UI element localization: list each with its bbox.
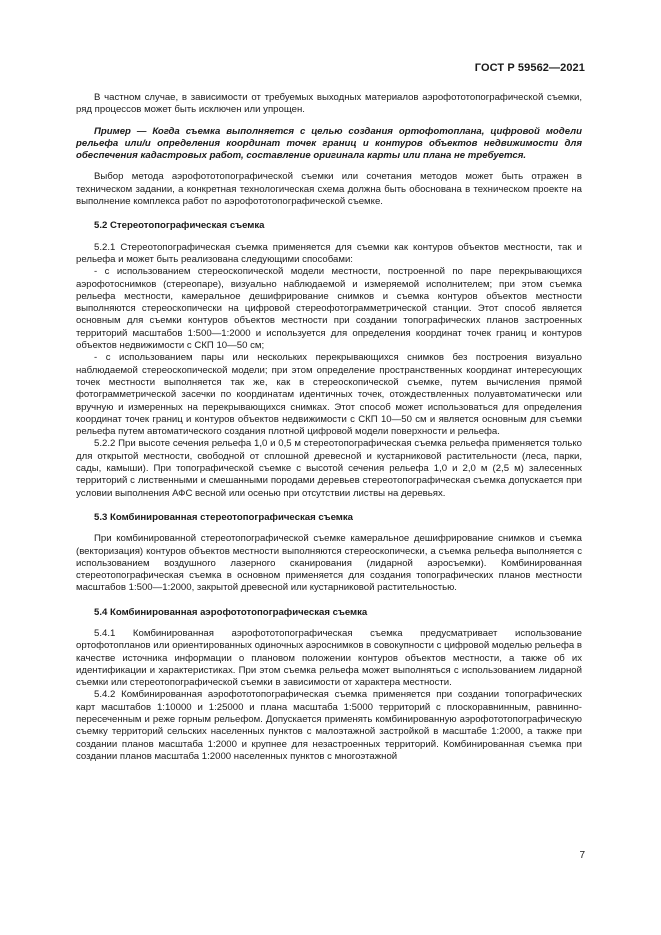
list-item: - с использованием пары или нескольких перекрывающихся снимков без построения визуально наблюдаемой стереоскопической модели; при этом определение пространственных координат интересующих точек местности выполняется так же, как в стереоскопической съемке, путем вычисления прямой фотограмметрической засечки по координатам идентичных точек, отождествленных полуавтоматически или вручную и измеренных на перекрывающихся снимках. Этот способ может использоваться для определения координат точек границ и контуров объектов недвижимости с СКП 10—50 см и является основным для съемки рельефа путем автоматического создания плотной цифровой модели поверхности и рельефа. — [76, 352, 582, 438]
list-item: - с использованием стереоскопической модели местности, построенной по паре перекрывающихся аэрофотоснимков (стереопаре), визуально наблюдаемой и измеряемой исполнителем; при этом съемка рельефа местности, камеральное дешифрирование снимков и съемка контуров объектов местности выполняются стереоскопически на цифровой стереофотограмметрической станции. Этот способ является основным для съемки контуров объектов местности при создании топографических планов застроенных территорий масштабов 1:500—1:2000 и используется для определения координат точек границ и контуров объектов недвижимости с СКП 10—50 см; — [76, 266, 582, 352]
paragraph: В частном случае, в зависимости от требуемых выходных материалов аэрофототопографической съемки, ряд процессов может быть исключен или упрощен. — [76, 92, 582, 116]
example-text: Когда съемка выполняется с целью создания ортофотоплана, цифровой модели рельефа или/и определения координат точек границ и контуров объектов недвижимости для обеспечения кадастровых работ, составление оригинала карты или плана не требуется. — [76, 125, 582, 162]
section-heading-5-4: 5.4 Комбинированная аэрофототопографическая съемка — [94, 606, 368, 618]
paragraph: Выбор метода аэрофототопографической съемки или сочетания методов может быть отражен в техническом задании, а конкретная технологическая схема должна быть обоснована в техническом проекте на выполнение комплекса работ по аэрофототопографической съемке. — [76, 171, 582, 208]
example-note — [76, 126, 582, 163]
paragraph-5-3: При комбинированной стереотопографической съемке камеральное дешифрирование снимков и съемка (векторизация) контуров объектов местности выполняются стереоскопически, а съемка рельефа выполняется с использованием воздушного лазерного сканирования (лидарной аэросъемки). Комбинированная стереотопографическая съемка в основном применяется для создания топографических планов местности масштабов 1:500—1:2000, закрытой древесной или кустарниковой растительностью. — [76, 533, 582, 594]
standard-header: ГОСТ Р 59562—2021 — [474, 62, 585, 74]
section-heading-5-3: 5.3 Комбинированная стереотопографическая съемка — [94, 511, 354, 523]
paragraph-5-4-1: 5.4.1 Комбинированная аэрофототопографическая съемка предусматривает использование ортофотопланов или ориентированных одиночных аэроснимков в совокупности с цифровой моделью рельефа в качестве источника информации о плановом положении контуров объектов местности, а также об их идентификации и характеристиках. При этом съемка рельефа может выполняться с использованием лидарной съемки или стереотопографической съемки в зависимости от характера местности. — [76, 627, 582, 689]
page-number: 7 — [579, 850, 585, 861]
page-body — [76, 92, 582, 763]
example-label: Пример — — [94, 125, 147, 137]
paragraph-5-4-2: 5.4.2 Комбинированная аэрофототопографическая съемка применяется при создании топографических карт масштабов 1:10000 и 1:25000 и плана масштаба 1:5000 территорий с плоскоравнинным, равнинно-пересеченным и реже горным рельефом. Допускается применять комбинированную аэрофототопографическую съемку территорий сельских населенных пунктов с малоэтажной застройкой в масштабе 1:2000, а также при создании планов масштаба 1:2000 и крупнее для незастроенных территорий. Комбинированная съемка при создании планов масштаба 1:2000 населенных пунктов с многоэтажной — [76, 689, 582, 762]
paragraph-5-2-1: 5.2.1 Стереотопографическая съемка применяется для съемки как контуров объектов местности, так и рельефа и может быть реализована следующими способами: — [76, 241, 582, 265]
section-heading-5-2: 5.2 Стереотопографическая съемка — [94, 220, 265, 232]
paragraph-5-2-2: 5.2.2 При высоте сечения рельефа 1,0 и 0,5 м стереотопографическая съемка рельефа применяется только для открытой местности, свободной от сплошной древесной и кустарниковой растительности (леса, парки, сады, камыши). При топографической съемке с высотой сечения рельефа 1,0 и 2,0 м (2,5 м) залесенных территорий с лиственными и смешанными породами деревьев стереотопографическая съемка допускается при условии выполнения АФС весной или осенью при отсутствии листвы на деревьях. — [76, 438, 582, 499]
